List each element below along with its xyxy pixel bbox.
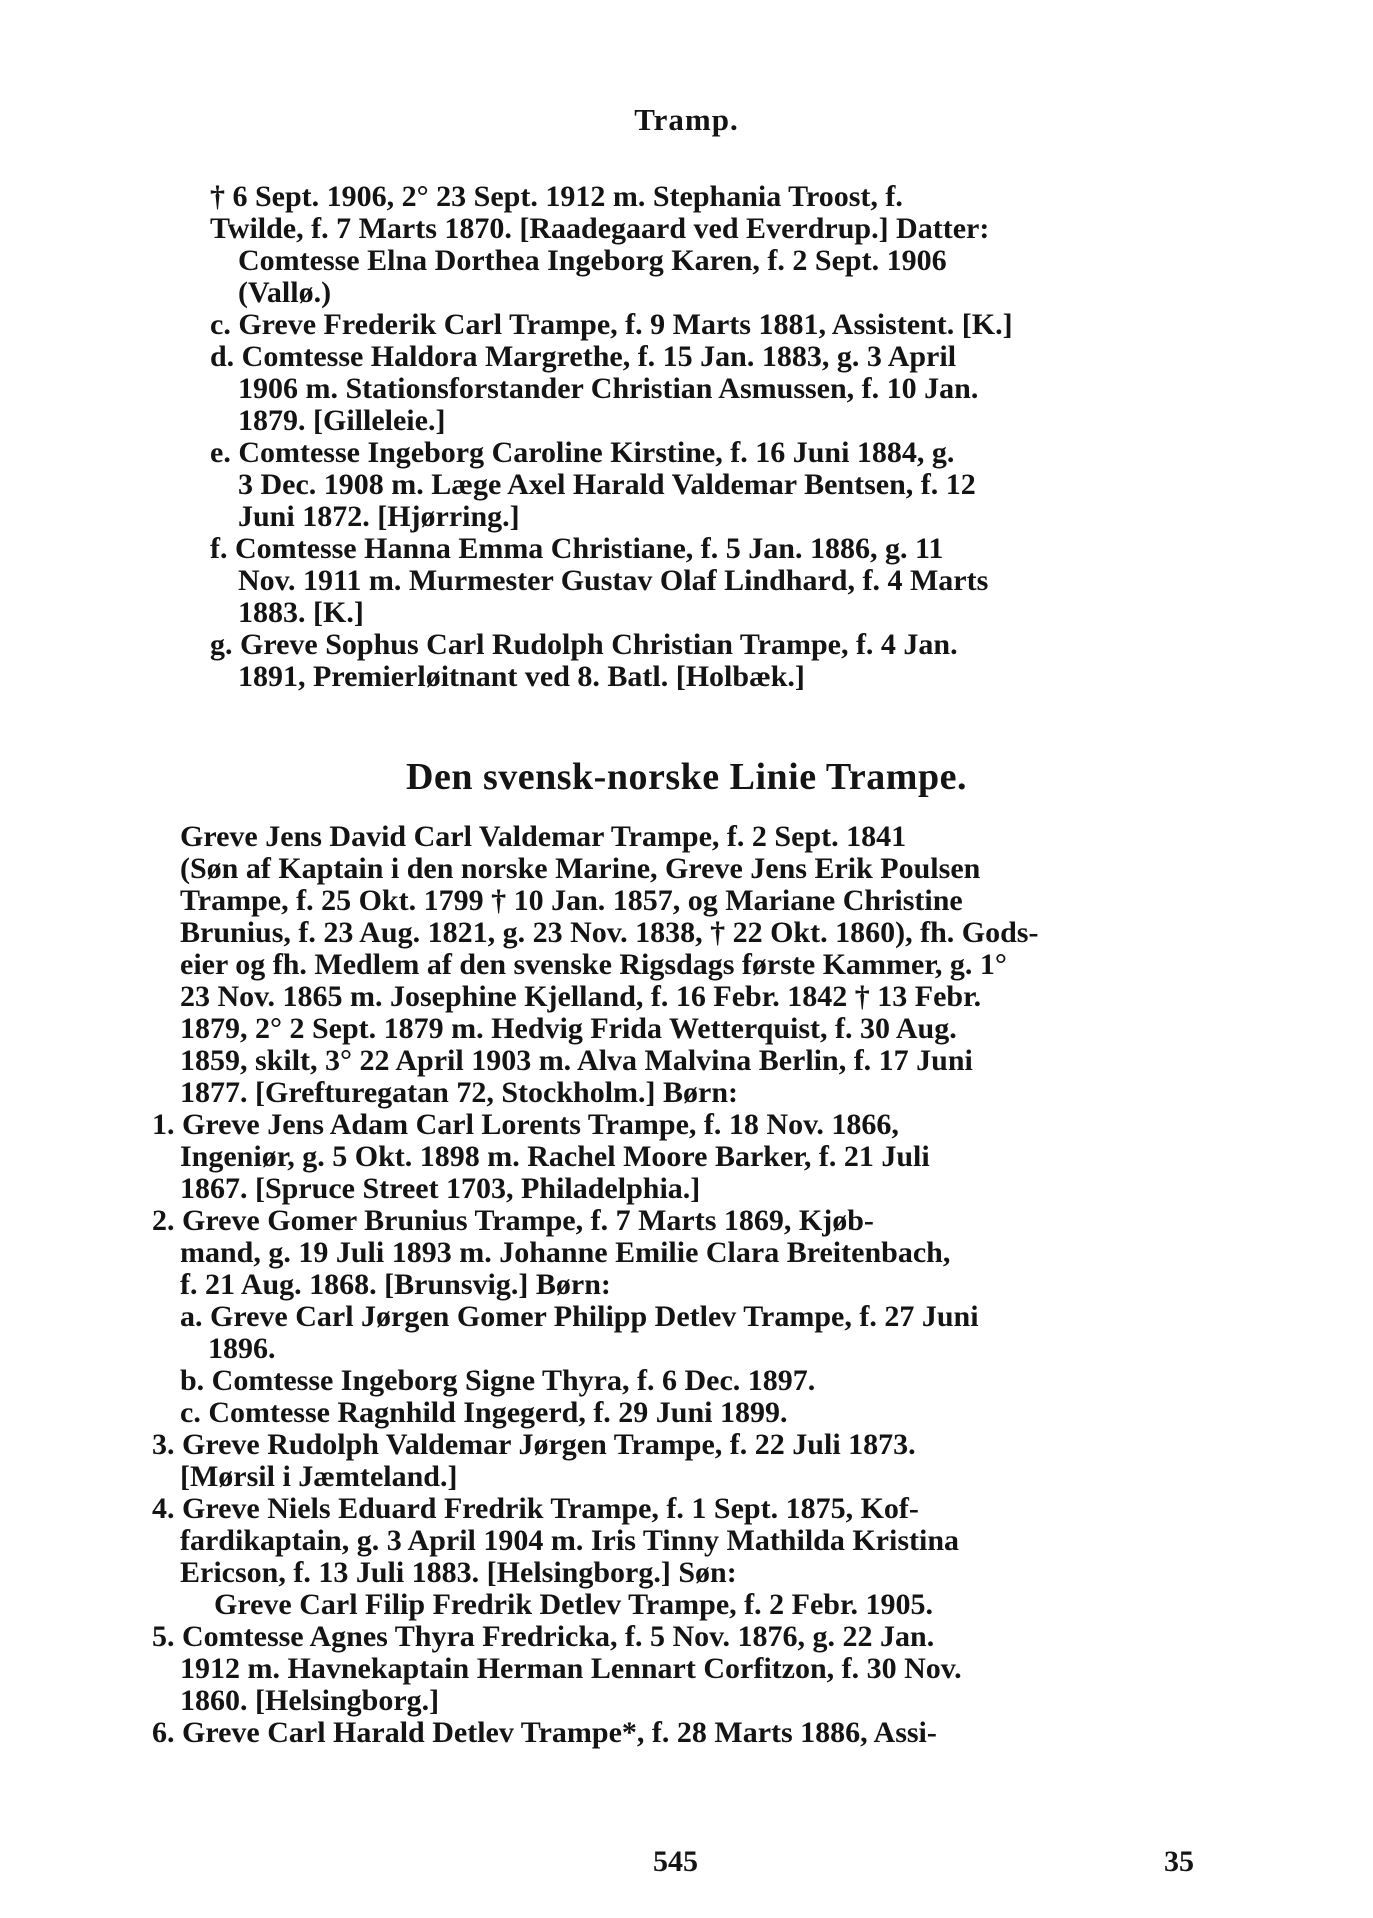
text-line: 1877. [Grefturegatan 72, Stockholm.] Børn:	[180, 1076, 739, 1109]
text-line: 1. Greve Jens Adam Carl Lorents Trampe, f. 18 Nov. 1866,	[152, 1108, 899, 1141]
text-line: † 6 Sept. 1906, 2° 23 Sept. 1912 m. Stephania Troost, f.	[210, 180, 903, 213]
text-line: Ericson, f. 13 Juli 1883. [Helsingborg.] Søn:	[180, 1556, 737, 1589]
text-line: 1883. [K.]	[238, 596, 364, 629]
text-line: c. Comtesse Ragnhild Ingegerd, f. 29 Juni 1899.	[180, 1396, 788, 1429]
text-line: 2. Greve Gomer Brunius Trampe, f. 7 Marts 1869, Kjøb-	[152, 1204, 874, 1237]
text-line: Comtesse Elna Dorthea Ingeborg Karen, f. 2 Sept. 1906	[238, 244, 947, 277]
text-line: 1879, 2° 2 Sept. 1879 m. Hedvig Frida Wetterquist, f. 30 Aug.	[180, 1012, 957, 1045]
text-line: Trampe, f. 25 Okt. 1799 † 10 Jan. 1857, og Mariane Christine	[180, 884, 963, 917]
text-line: 3 Dec. 1908 m. Læge Axel Harald Valdemar Bentsen, f. 12	[238, 468, 976, 501]
text-line: Nov. 1911 m. Murmester Gustav Olaf Lindhard, f. 4 Marts	[238, 564, 989, 597]
text-line: (Søn af Kaptain i den norske Marine, Greve Jens Erik Poulsen	[180, 852, 981, 885]
page-number: 545	[653, 1845, 698, 1878]
text-line: fardikaptain, g. 3 April 1904 m. Iris Tinny Mathilda Kristina	[180, 1524, 960, 1557]
text-line: Twilde, f. 7 Marts 1870. [Raadegaard ved Everdrup.] Datter:	[210, 212, 990, 245]
text-line: 5. Comtesse Agnes Thyra Fredricka, f. 5 Nov. 1876, g. 22 Jan.	[152, 1620, 935, 1653]
text-line: f. 21 Aug. 1868. [Brunsvig.] Børn:	[180, 1268, 611, 1301]
text-line: c. Greve Frederik Carl Trampe, f. 9 Marts 1881, Assistent. [K.]	[210, 308, 1013, 341]
text-line: 1891, Premierløitnant ved 8. Batl. [Holbæk.]	[238, 660, 805, 693]
section-heading: Den svensk-norske Linie Trampe.	[406, 756, 967, 798]
text-line: 6. Greve Carl Harald Detlev Trampe*, f. 28 Marts 1886, Assi-	[152, 1716, 937, 1749]
page-header-title: Tramp.	[634, 102, 739, 137]
text-line: a. Greve Carl Jørgen Gomer Philipp Detlev Trampe, f. 27 Juni	[180, 1300, 979, 1333]
text-line: (Vallø.)	[238, 276, 332, 309]
text-line: e. Comtesse Ingeborg Caroline Kirstine, f. 16 Juni 1884, g.	[210, 436, 955, 469]
text-line: 1867. [Spruce Street 1703, Philadelphia.]	[180, 1172, 701, 1205]
text-line: 1879. [Gilleleie.]	[238, 404, 446, 437]
text-line: Ingeniør, g. 5 Okt. 1898 m. Rachel Moore Barker, f. 21 Juli	[180, 1140, 930, 1173]
text-line: [Mørsil i Jæmteland.]	[180, 1460, 458, 1493]
text-line: g. Greve Sophus Carl Rudolph Christian Trampe, f. 4 Jan.	[210, 628, 958, 661]
text-line: Greve Jens David Carl Valdemar Trampe, f. 2 Sept. 1841	[180, 820, 907, 853]
text-line: b. Comtesse Ingeborg Signe Thyra, f. 6 Dec. 1897.	[180, 1364, 816, 1397]
text-line: 1859, skilt, 3° 22 April 1903 m. Alva Malvina Berlin, f. 17 Juni	[180, 1044, 973, 1077]
text-line: 1860. [Helsingborg.]	[180, 1684, 440, 1717]
text-line: 23 Nov. 1865 m. Josephine Kjelland, f. 16 Febr. 1842 † 13 Febr.	[180, 980, 982, 1013]
text-line: 3. Greve Rudolph Valdemar Jørgen Trampe, f. 22 Juli 1873.	[152, 1428, 916, 1461]
text-line: Brunius, f. 23 Aug. 1821, g. 23 Nov. 1838, † 22 Okt. 1860), fh. Gods-	[180, 916, 1039, 949]
text-line: 4. Greve Niels Eduard Fredrik Trampe, f. 1 Sept. 1875, Kof-	[152, 1492, 919, 1525]
text-line: Greve Carl Filip Fredrik Detlev Trampe, f. 2 Febr. 1905.	[214, 1588, 934, 1621]
text-line: 1896.	[208, 1332, 276, 1365]
text-line: 1912 m. Havnekaptain Herman Lennart Corfitzon, f. 30 Nov.	[180, 1652, 962, 1685]
text-line: eier og fh. Medlem af den svenske Rigsdags første Kammer, g. 1°	[180, 948, 1007, 981]
text-line: mand, g. 19 Juli 1893 m. Johanne Emilie Clara Breitenbach,	[180, 1236, 951, 1269]
text-line: Juni 1872. [Hjørring.]	[238, 500, 520, 533]
text-line: 1906 m. Stationsforstander Christian Asmussen, f. 10 Jan.	[238, 372, 979, 405]
text-line: f. Comtesse Hanna Emma Christiane, f. 5 Jan. 1886, g. 11	[210, 532, 944, 565]
signature-mark: 35	[1164, 1845, 1194, 1878]
text-line: d. Comtesse Haldora Margrethe, f. 15 Jan. 1883, g. 3 April	[210, 340, 957, 373]
